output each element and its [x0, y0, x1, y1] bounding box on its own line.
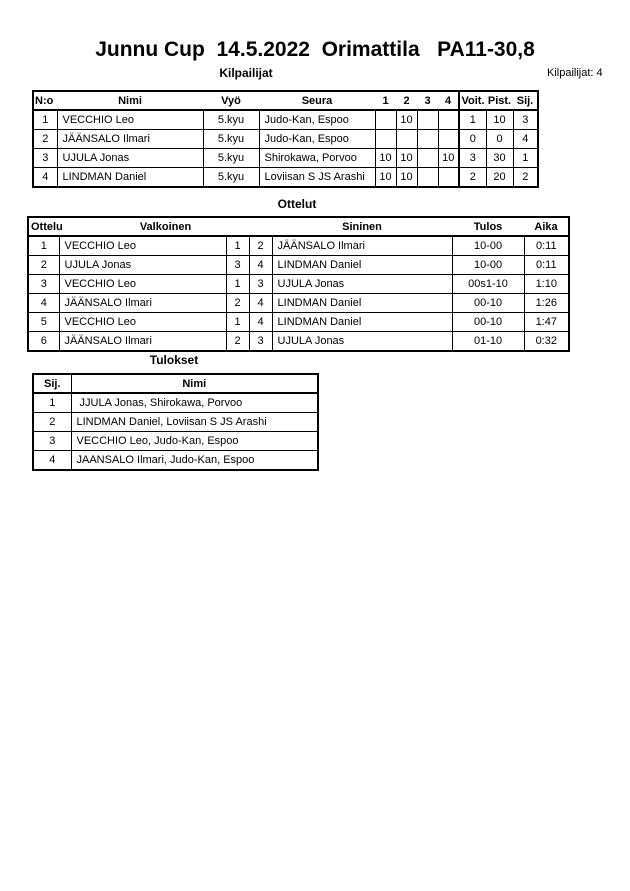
table-cell: 10: [396, 110, 417, 130]
table-cell: 5.kyu: [203, 130, 259, 149]
table-cell: 3: [513, 110, 538, 130]
table-cell: [438, 130, 459, 149]
table-cell: [396, 130, 417, 149]
table-cell: 4: [249, 294, 272, 313]
column-header: N:o: [33, 91, 57, 110]
table-row: [28, 236, 569, 256]
competitor-count: Kilpailijat: 4: [547, 67, 603, 79]
table-cell: [375, 130, 396, 149]
table-cell: 2: [459, 168, 486, 188]
table-cell: JJULA Jonas, Shirokawa, Porvoo: [71, 393, 318, 413]
table-cell: 10-00: [452, 236, 524, 256]
table-row: [28, 256, 569, 275]
table-cell: LINDMAN Daniel: [272, 313, 452, 332]
table-cell: 3: [28, 275, 59, 294]
table-cell: LINDMAN Daniel: [272, 294, 452, 313]
column-header: Ottelu: [28, 217, 59, 236]
table-cell: 1: [28, 236, 59, 256]
table-cell: [417, 149, 438, 168]
table-cell: 01-10: [452, 332, 524, 352]
table-cell: 10: [375, 149, 396, 168]
table-cell: 2: [28, 256, 59, 275]
table-cell: VECCHIO Leo: [59, 236, 226, 256]
table-header-row: [28, 217, 569, 236]
column-header: Nimi: [57, 91, 203, 110]
table-cell: UJULA Jonas: [272, 275, 452, 294]
table-cell: VECCHIO Leo: [59, 275, 226, 294]
matches-table: [27, 216, 570, 352]
table-cell: Loviisan S JS Arashi: [259, 168, 375, 188]
table-cell: [417, 110, 438, 130]
competitors-table: [32, 90, 539, 188]
table-cell: [438, 110, 459, 130]
table-cell: 4: [249, 313, 272, 332]
table-cell: UJULA Jonas: [57, 149, 203, 168]
table-row: [33, 149, 538, 168]
table-cell: 1: [33, 393, 71, 413]
table-row: [28, 275, 569, 294]
column-header: 2: [396, 91, 417, 110]
table-row: [33, 130, 538, 149]
table-cell: 3: [249, 275, 272, 294]
column-header: Vyö: [203, 91, 259, 110]
column-header: Valkoinen: [59, 217, 272, 236]
table-row: [28, 332, 569, 352]
table-cell: 1:10: [524, 275, 569, 294]
table-cell: 00s1-10: [452, 275, 524, 294]
table-cell: 5.kyu: [203, 168, 259, 188]
table-cell: JÄÄNSALO Ilmari: [272, 236, 452, 256]
column-header: Sij.: [513, 91, 538, 110]
table-cell: 4: [28, 294, 59, 313]
table-cell: 1:47: [524, 313, 569, 332]
table-cell: 2: [249, 236, 272, 256]
table-cell: 10: [486, 110, 513, 130]
table-cell: 5: [28, 313, 59, 332]
table-cell: 3: [33, 149, 57, 168]
table-cell: 3: [249, 332, 272, 352]
table-cell: UJULA Jonas: [59, 256, 226, 275]
table-cell: 0:11: [524, 236, 569, 256]
table-cell: 4: [33, 451, 71, 471]
table-cell: 1: [513, 149, 538, 168]
table-cell: 30: [486, 149, 513, 168]
table-header-row: [33, 374, 318, 393]
table-cell: 6: [28, 332, 59, 352]
table-cell: 1: [33, 110, 57, 130]
table-cell: 2: [226, 294, 249, 313]
table-cell: 4: [33, 168, 57, 188]
final-results-table: [32, 373, 319, 471]
table-cell: 10: [396, 168, 417, 188]
section-label-tulokset: Tulokset: [149, 353, 199, 367]
table-cell: [417, 168, 438, 188]
table-cell: 2: [226, 332, 249, 352]
table-cell: 2: [33, 130, 57, 149]
table-cell: UJULA Jonas: [272, 332, 452, 352]
table-cell: LINDMAN Daniel, Loviisan S JS Arashi: [71, 413, 318, 432]
table-cell: JÄÄNSALO Ilmari: [57, 130, 203, 149]
table-cell: 0: [459, 130, 486, 149]
column-header: Pist.: [486, 91, 513, 110]
table-cell: JÄÄNSALO Ilmari: [59, 332, 226, 352]
column-header: 1: [375, 91, 396, 110]
table-cell: Shirokawa, Porvoo: [259, 149, 375, 168]
table-row: [28, 294, 569, 313]
table-cell: 2: [33, 413, 71, 432]
table-cell: 1: [226, 275, 249, 294]
table-cell: 10: [438, 149, 459, 168]
table-cell: 3: [459, 149, 486, 168]
column-header: Tulos: [452, 217, 524, 236]
table-cell: VECCHIO Leo, Judo-Kan, Espoo: [71, 432, 318, 451]
table-row: [33, 110, 538, 130]
section-label-kilpailijat: Kilpailijat: [219, 66, 273, 80]
column-header: Sininen: [272, 217, 452, 236]
table-row: [28, 313, 569, 332]
table-cell: 10-00: [452, 256, 524, 275]
table-cell: 5.kyu: [203, 110, 259, 130]
table-cell: 00-10: [452, 294, 524, 313]
column-header: Sij.: [33, 374, 71, 393]
table-cell: 1: [226, 313, 249, 332]
table-cell: 0:32: [524, 332, 569, 352]
table-cell: VECCHIO Leo: [59, 313, 226, 332]
table-cell: 3: [226, 256, 249, 275]
column-header: 3: [417, 91, 438, 110]
table-row: [33, 413, 318, 432]
table-cell: 2: [513, 168, 538, 188]
table-cell: 1: [459, 110, 486, 130]
column-header: Seura: [259, 91, 375, 110]
table-row: [33, 393, 318, 413]
table-cell: LINDMAN Daniel: [57, 168, 203, 188]
table-cell: Judo-Kan, Espoo: [259, 130, 375, 149]
table-cell: 20: [486, 168, 513, 188]
table-cell: LINDMAN Daniel: [272, 256, 452, 275]
table-cell: [438, 168, 459, 188]
table-cell: 0: [486, 130, 513, 149]
table-cell: Judo-Kan, Espoo: [259, 110, 375, 130]
table-cell: [417, 130, 438, 149]
column-header: 4: [438, 91, 459, 110]
table-cell: 00-10: [452, 313, 524, 332]
table-cell: VECCHIO Leo: [57, 110, 203, 130]
table-header-row: [33, 91, 538, 110]
table-cell: 5.kyu: [203, 149, 259, 168]
column-header: Voit.: [459, 91, 486, 110]
table-row: [33, 451, 318, 471]
table-cell: JAANSALO Ilmari, Judo-Kan, Espoo: [71, 451, 318, 471]
table-row: [33, 432, 318, 451]
column-header: Aika: [524, 217, 569, 236]
table-cell: 10: [396, 149, 417, 168]
table-cell: 4: [249, 256, 272, 275]
table-cell: 10: [375, 168, 396, 188]
page-title: Junnu Cup 14.5.2022 Orimattila PA11-30,8: [95, 38, 535, 61]
section-label-ottelut: Ottelut: [277, 197, 317, 211]
table-cell: 3: [33, 432, 71, 451]
table-cell: 1:26: [524, 294, 569, 313]
table-row: [33, 168, 538, 188]
table-cell: 1: [226, 236, 249, 256]
table-cell: [375, 110, 396, 130]
column-header: Nimi: [71, 374, 318, 393]
table-cell: 0:11: [524, 256, 569, 275]
table-cell: JÄÄNSALO Ilmari: [59, 294, 226, 313]
table-cell: 4: [513, 130, 538, 149]
